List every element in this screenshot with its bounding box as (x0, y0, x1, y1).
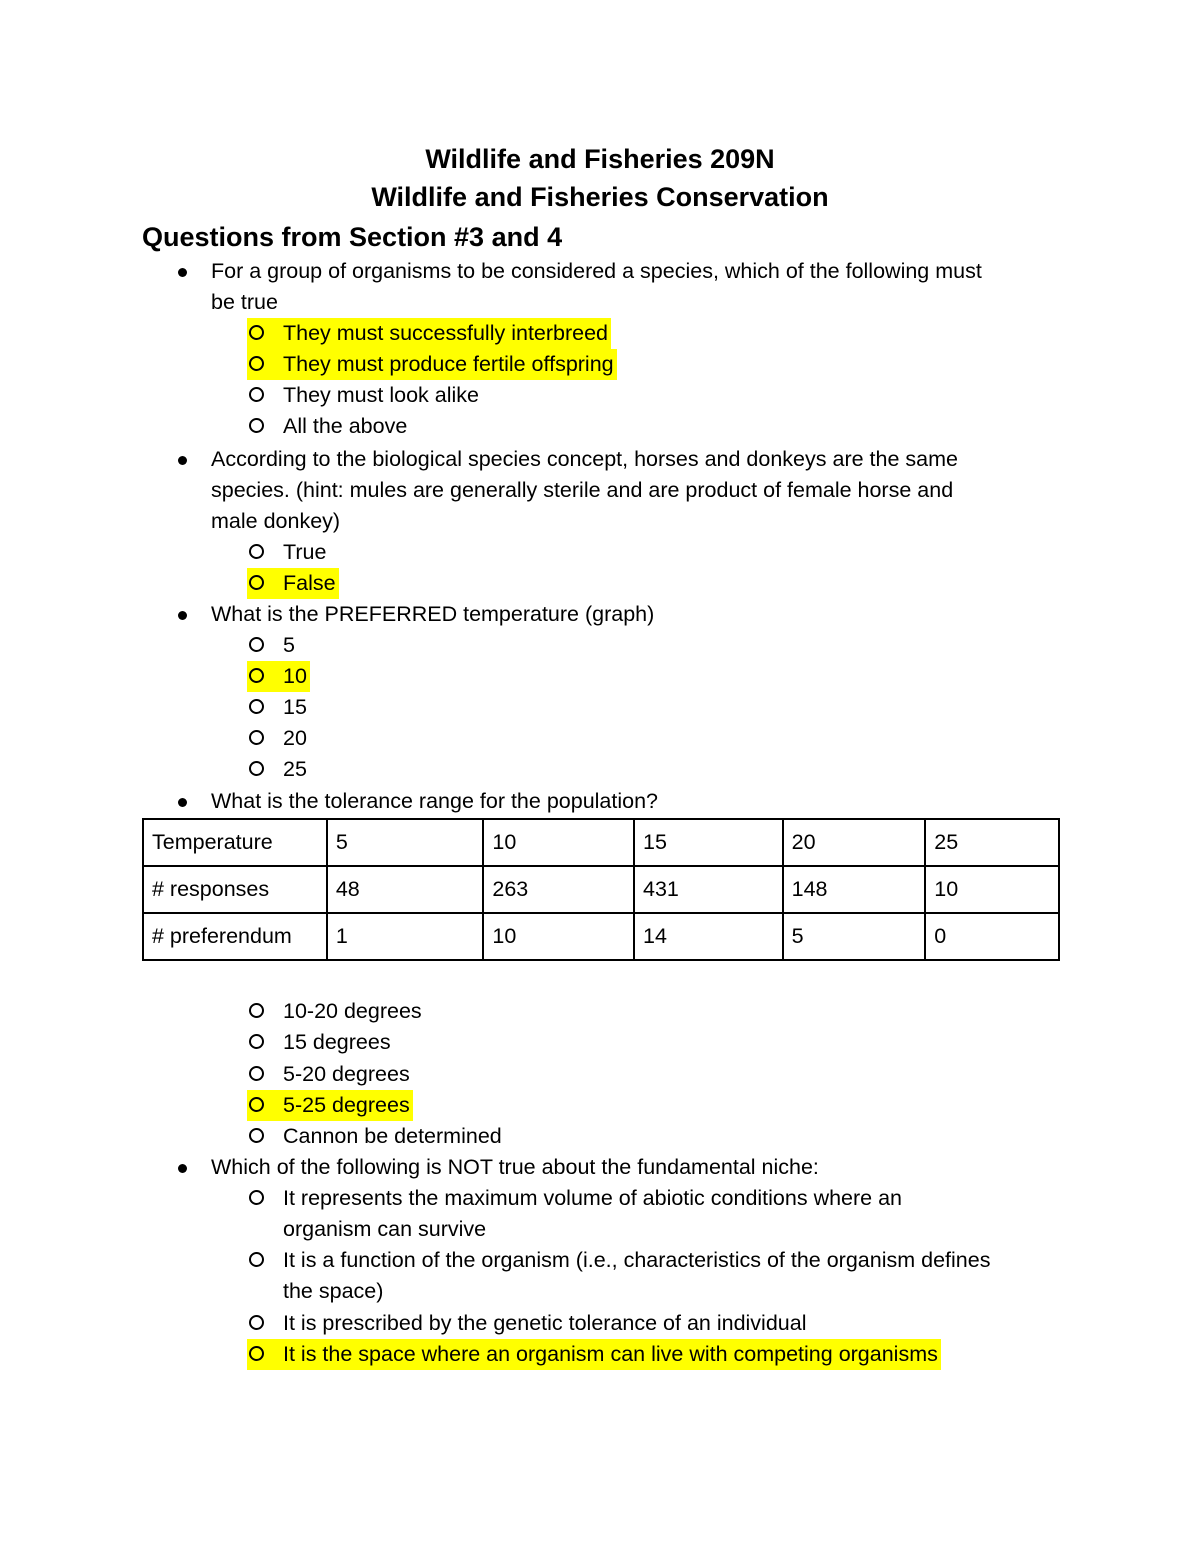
circle-bullet-icon (249, 1066, 264, 1081)
temperature-table (142, 818, 1060, 961)
q5-option-2-cont: the space) (283, 1279, 384, 1303)
q5-option-4: It is the space where an organism can live with competing organisms (247, 1339, 941, 1370)
table-cell: Temperature (143, 819, 327, 866)
circle-bullet-icon (249, 1315, 264, 1330)
table-cell: 263 (483, 866, 634, 913)
q4-option-5: Cannon be determined (247, 1121, 502, 1152)
q4-option-3: 5-20 degrees (247, 1059, 410, 1090)
table-cell: 10 (483, 913, 634, 960)
q1-option-3: They must look alike (247, 380, 479, 411)
q4-option-2: 15 degrees (247, 1027, 391, 1058)
circle-bullet-icon (249, 1034, 264, 1049)
circle-bullet-icon (249, 1003, 264, 1018)
q5-option-3: It is prescribed by the genetic tolerance of an individual (247, 1308, 806, 1339)
circle-bullet-icon (249, 418, 264, 433)
circle-bullet-icon (249, 637, 264, 652)
bullet-icon (178, 1164, 187, 1173)
bullet-icon (178, 798, 187, 807)
question-4-line-1: What is the tolerance range for the population? (211, 789, 659, 813)
table-cell: 431 (634, 866, 783, 913)
q1-option-1: They must successfully interbreed (247, 318, 611, 349)
q2-option-2: False (247, 568, 339, 599)
circle-bullet-icon (249, 1190, 264, 1205)
bullet-icon (178, 611, 187, 620)
question-1-line-2: be true (211, 290, 278, 314)
circle-bullet-icon (249, 1097, 264, 1112)
q5-option-2: It is a function of the organism (i.e., characteristics of the organism defines (247, 1245, 990, 1276)
question-2-line-1: According to the biological species concept, horses and donkeys are the same (211, 447, 958, 471)
circle-bullet-icon (249, 1252, 264, 1267)
circle-bullet-icon (249, 730, 264, 745)
table-cell: 5 (783, 913, 926, 960)
q3-option-1: 5 (247, 630, 295, 661)
question-2-line-3: male donkey) (211, 509, 341, 533)
question-5-line-1: Which of the following is NOT true about the fundamental niche: (211, 1155, 819, 1179)
q3-option-4: 20 (247, 723, 307, 754)
table-cell: 48 (327, 866, 484, 913)
table-cell: # responses (143, 866, 327, 913)
bullet-icon (178, 456, 187, 465)
table-cell: 15 (634, 819, 783, 866)
circle-bullet-icon (249, 387, 264, 402)
q4-option-1: 10-20 degrees (247, 996, 422, 1027)
bullet-icon (178, 268, 187, 277)
table-row (143, 819, 1059, 866)
table-row (143, 913, 1059, 960)
document-title: Wildlife and Fisheries 209N (425, 144, 775, 174)
q1-option-4: All the above (247, 411, 407, 442)
table-cell: 5 (327, 819, 484, 866)
section-heading: Questions from Section #3 and 4 (142, 222, 563, 252)
question-2-line-2: species. (hint: mules are generally sterile and are product of female horse and (211, 478, 954, 502)
table-cell: 25 (925, 819, 1059, 866)
circle-bullet-icon (249, 356, 264, 371)
q3-option-2: 10 (247, 661, 310, 692)
table-cell: # preferendum (143, 913, 327, 960)
q4-option-4: 5-25 degrees (247, 1090, 413, 1121)
circle-bullet-icon (249, 1346, 264, 1361)
circle-bullet-icon (249, 668, 264, 683)
circle-bullet-icon (249, 325, 264, 340)
circle-bullet-icon (249, 761, 264, 776)
q2-option-1: True (247, 537, 326, 568)
circle-bullet-icon (249, 575, 264, 590)
table-cell: 10 (925, 866, 1059, 913)
q5-option-1-cont: organism can survive (283, 1217, 487, 1241)
q5-option-1: It represents the maximum volume of abiotic conditions where an (247, 1183, 902, 1214)
table-cell: 20 (783, 819, 926, 866)
circle-bullet-icon (249, 1128, 264, 1143)
document-subtitle: Wildlife and Fisheries Conservation (371, 182, 829, 212)
q3-option-5: 25 (247, 754, 307, 785)
q3-option-3: 15 (247, 692, 307, 723)
circle-bullet-icon (249, 544, 264, 559)
table-cell: 14 (634, 913, 783, 960)
question-1-line-1: For a group of organisms to be considered a species, which of the following must (211, 259, 982, 283)
table-cell: 148 (783, 866, 926, 913)
q1-option-2: They must produce fertile offspring (247, 349, 617, 380)
question-3-line-1: What is the PREFERRED temperature (graph) (211, 602, 655, 626)
table-cell: 10 (483, 819, 634, 866)
circle-bullet-icon (249, 699, 264, 714)
table-row (143, 866, 1059, 913)
table-cell: 1 (327, 913, 484, 960)
table-cell: 0 (925, 913, 1059, 960)
